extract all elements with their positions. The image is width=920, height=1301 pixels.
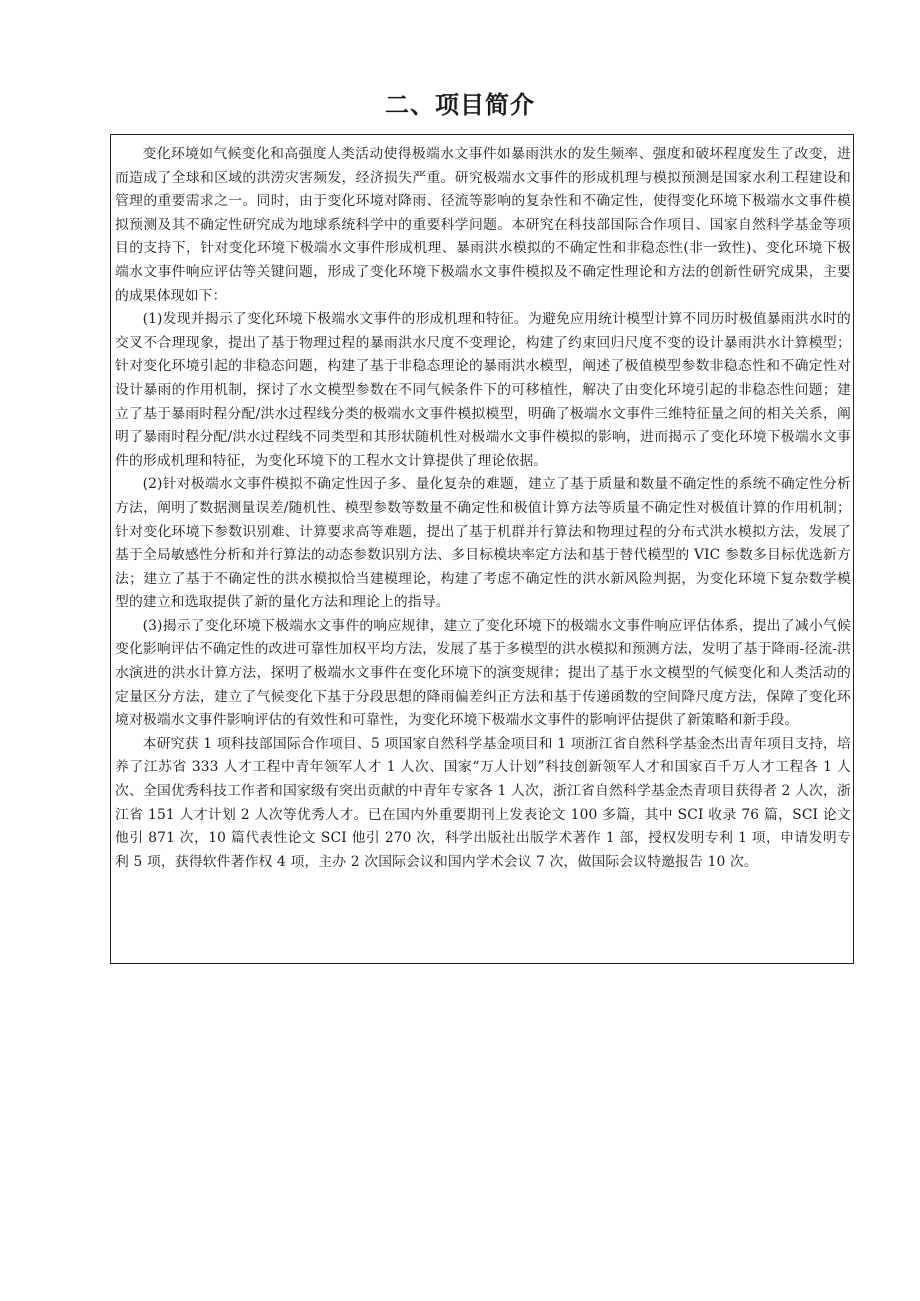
summary-paragraph-intro: 变化环境如气候变化和高强度人类活动使得极端水文事件如暴雨洪水的发生频率、强度和破坏程度发生了改变，进而造成了全球和区域的洪涝灾害频发，经济损失严重。研究极端水文事件的形成机理与模拟预测是国家水利工程建设和管理的重要需求之一。同时，由于变化环境对降雨、径流等影响的复杂性和不确定性，使得变化环境下极端水文事件模拟预测及其不确定性研究成为地球系统科学中的重要科学问题。本研究在科技部国际合作项目、国家自然科学基金等项目的支持下，针对变化环境下极端水文事件形成机理、暴雨洪水模拟的不确定性和非稳态性(非一致性)、变化环境下极端水文事件响应评估等关键问题，形成了变化环境下极端水文事件模拟及不确定性理论和方法的创新性研究成果，主要的成果体现如下： [115,146,851,304]
summary-paragraph-finding-1: (1)发现并揭示了变化环境下极端水文事件的形成机理和特征。为避免应用统计模型计算不同历时极值暴雨洪水时的交叉不合理现象，提出了基于物理过程的暴雨洪水尺度不变理论，构建了约束回归尺度不变的设计暴雨洪水计算模型；针对变化环境引起的非稳态问题，构建了基于非稳态理论的暴雨洪水模型，阐述了极值模型参数非稳态性和不确定性对设计暴雨的作用机制，探讨了水文模型参数在不同气候条件下的可移植性，解决了由变化环境引起的非稳态性问题；建立了基于暴雨时程分配/洪水过程线分类的极端水文事件模拟模型，明确了极端水文事件三维特征量之间的相关关系，阐明了暴雨时程分配/洪水过程线不同类型和其形状随机性对极端水文事件模拟的影响，进而揭示了变化环境下极端水文事件的形成机理和特征，为变化环境下的工程水文计算提供了理论依据。 [115,311,851,469]
summary-paragraph-outcomes: 本研究获 1 项科技部国际合作项目、5 项国家自然科学基金项目和 1 项浙江省自然科学基金杰出青年项目支持，培养了江苏省 333 人才工程中青年领军人才 1 人次、国家“万人计划”科技创新领军人才和国家百千万人才工程各 1 人次、全国优秀科技工作者和国家级有突出贡献的中青年专家各 1 人次，浙江省自然科学基金杰青项目获得者 2 人次，浙江省 151 人才计划 2 人次等优秀人才。已在国内外重要期刊上发表论文 100 多篇，其中 SCI 收录 76 篇，SCI 论文他引 871 次，10 篇代表性论文 SCI 他引 270 次，科学出版社出版学术著作 1 部，授权发明专利 1 项，申请发明专利 5 项，获得软件著作权 4 项，主办 2 次国际会议和国内学术会议 7 次，做国际会议特邀报告 10 次。 [115,735,851,870]
page-title: 二、项目简介 [385,91,535,119]
project-summary-box [110,134,854,964]
summary-paragraph-finding-2: (2)针对极端水文事件模拟不确定性因子多、量化复杂的难题，建立了基于质量和数量不确定性的系统不确定性分析方法，阐明了数据测量误差/随机性、模型参数等数量不确定性和极值计算方法等质量不确定性对极值计算的作用机制；针对变化环境下参数识别难、计算要求高等难题，提出了基于机群并行算法和物理过程的分布式洪水模拟方法，发展了基于全局敏感性分析和并行算法的动态参数识别方法、多目标模块率定方法和基于替代模型的 VIC 参数多目标优选新方法；建立了基于不确定性的洪水模拟恰当建模理论，构建了考虑不确定性的洪水新风险判据，为变化环境下复杂数学模型的建立和选取提供了新的量化方法和理论上的指导。 [115,476,851,611]
summary-paragraph-finding-3: (3)揭示了变化环境下极端水文事件的响应规律，建立了变化环境下的极端水文事件响应评估体系，提出了减小气候变化影响评估不确定性的改进可靠性加权平均方法，发展了基于多模型的洪水模拟和预测方法，发明了基于降雨-径流-洪水演进的洪水计算方法，探明了极端水文事件在变化环境下的演变规律；提出了基于水文模型的气候变化和人类活动的定量区分方法，建立了气候变化下基于分段思想的降雨偏差纠正方法和基于传递函数的空间降尺度方法，保障了变化环境对极端水文事件影响评估的有效性和可靠性，为变化环境下极端水文事件的影响评估提供了新策略和新手段。 [115,617,851,729]
